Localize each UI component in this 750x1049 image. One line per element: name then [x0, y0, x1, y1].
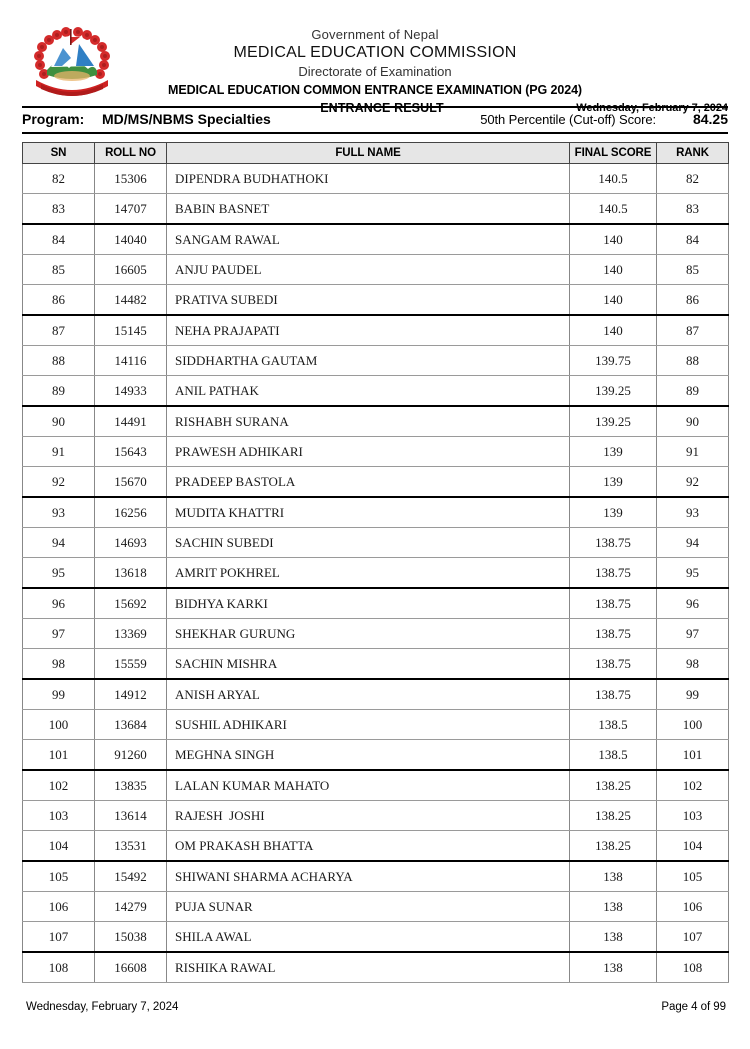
- col-header-roll-no: ROLL NO: [95, 143, 167, 164]
- cell-final-score: 138.5: [570, 740, 657, 771]
- cell-final-score: 139: [570, 467, 657, 498]
- cell-rank: 104: [657, 831, 729, 862]
- table-row: [23, 649, 729, 680]
- table-row: [23, 679, 729, 710]
- exam-line: MEDICAL EDUCATION COMMON ENTRANCE EXAMINATION (PG 2024): [168, 83, 582, 97]
- cell-sn: 90: [23, 406, 95, 437]
- table-row: [23, 467, 729, 498]
- cell-final-score: 138.5: [570, 710, 657, 740]
- cell-roll-no: 14693: [95, 528, 167, 558]
- table-header: [23, 143, 729, 164]
- cell-final-score: 138.75: [570, 619, 657, 649]
- cell-roll-no: 14482: [95, 285, 167, 316]
- cell-sn: 103: [23, 801, 95, 831]
- cell-final-score: 138: [570, 922, 657, 953]
- cell-sn: 105: [23, 861, 95, 892]
- cell-final-score: 140: [570, 255, 657, 285]
- cell-rank: 99: [657, 679, 729, 710]
- cell-final-score: 138.75: [570, 558, 657, 589]
- result-table: [22, 142, 729, 983]
- cell-final-score: 139.75: [570, 346, 657, 376]
- cell-final-score: 138: [570, 892, 657, 922]
- col-header-rank: RANK: [657, 143, 729, 164]
- cell-full-name: AMRIT POKHREL: [167, 558, 570, 589]
- table-row: [23, 710, 729, 740]
- page-footer: [22, 1001, 728, 1017]
- cell-roll-no: 15643: [95, 437, 167, 467]
- cell-roll-no: 16608: [95, 952, 167, 983]
- cell-rank: 107: [657, 922, 729, 953]
- table-row: [23, 224, 729, 255]
- cell-sn: 108: [23, 952, 95, 983]
- cell-roll-no: 13835: [95, 770, 167, 801]
- program-label: Program:: [22, 111, 85, 127]
- cell-sn: 89: [23, 376, 95, 407]
- cell-roll-no: 15559: [95, 649, 167, 680]
- cell-final-score: 138.25: [570, 801, 657, 831]
- cell-rank: 108: [657, 952, 729, 983]
- cell-rank: 105: [657, 861, 729, 892]
- table-row: [23, 770, 729, 801]
- cell-full-name: SACHIN SUBEDI: [167, 528, 570, 558]
- table-row: [23, 528, 729, 558]
- table-body: [23, 164, 729, 983]
- cell-final-score: 139.25: [570, 406, 657, 437]
- table-row: [23, 437, 729, 467]
- cell-full-name: NEHA PRAJAPATI: [167, 315, 570, 346]
- cell-roll-no: 13618: [95, 558, 167, 589]
- cell-rank: 92: [657, 467, 729, 498]
- cell-rank: 82: [657, 164, 729, 194]
- cell-sn: 82: [23, 164, 95, 194]
- col-header-sn: SN: [23, 143, 95, 164]
- cell-roll-no: 16256: [95, 497, 167, 528]
- cell-sn: 86: [23, 285, 95, 316]
- cell-full-name: BABIN BASNET: [167, 194, 570, 225]
- cell-sn: 107: [23, 922, 95, 953]
- cell-final-score: 138.75: [570, 588, 657, 619]
- cell-full-name: LALAN KUMAR MAHATO: [167, 770, 570, 801]
- cell-full-name: MEGHNA SINGH: [167, 740, 570, 771]
- cell-sn: 95: [23, 558, 95, 589]
- cell-rank: 86: [657, 285, 729, 316]
- nepal-emblem-icon: [24, 26, 120, 104]
- cell-full-name: SUSHIL ADHIKARI: [167, 710, 570, 740]
- table-row: [23, 952, 729, 983]
- cell-full-name: SACHIN MISHRA: [167, 649, 570, 680]
- cell-roll-no: 13531: [95, 831, 167, 862]
- cell-roll-no: 13684: [95, 710, 167, 740]
- table-row: [23, 831, 729, 862]
- cell-full-name: OM PRAKASH BHATTA: [167, 831, 570, 862]
- cell-rank: 95: [657, 558, 729, 589]
- gov-line: Government of Nepal: [311, 27, 439, 42]
- cell-sn: 87: [23, 315, 95, 346]
- cell-sn: 83: [23, 194, 95, 225]
- cell-rank: 87: [657, 315, 729, 346]
- cell-roll-no: 13614: [95, 801, 167, 831]
- cell-sn: 98: [23, 649, 95, 680]
- cell-final-score: 138.75: [570, 679, 657, 710]
- cell-roll-no: 91260: [95, 740, 167, 771]
- cell-final-score: 140: [570, 224, 657, 255]
- cell-full-name: RISHABH SURANA: [167, 406, 570, 437]
- cell-full-name: ANISH ARYAL: [167, 679, 570, 710]
- program-bar: [22, 106, 728, 134]
- cell-sn: 92: [23, 467, 95, 498]
- cell-full-name: ANIL PATHAK: [167, 376, 570, 407]
- table-row: [23, 315, 729, 346]
- cell-full-name: DIPENDRA BUDHATHOKI: [167, 164, 570, 194]
- cutoff-value: 84.25: [692, 111, 728, 127]
- cell-roll-no: 15038: [95, 922, 167, 953]
- cell-roll-no: 14933: [95, 376, 167, 407]
- entrance-result-title: ENTRANCE RESULT: [320, 101, 444, 115]
- table-row: [23, 861, 729, 892]
- document-header: [0, 0, 750, 115]
- cell-rank: 102: [657, 770, 729, 801]
- cell-full-name: SIDDHARTHA GAUTAM: [167, 346, 570, 376]
- cell-sn: 93: [23, 497, 95, 528]
- cell-full-name: SHEKHAR GURUNG: [167, 619, 570, 649]
- cell-roll-no: 14279: [95, 892, 167, 922]
- cell-rank: 90: [657, 406, 729, 437]
- cell-roll-no: 13369: [95, 619, 167, 649]
- cell-sn: 102: [23, 770, 95, 801]
- cell-full-name: PRADEEP BASTOLA: [167, 467, 570, 498]
- cutoff-label: 50th Percentile (Cut-off) Score:: [480, 112, 656, 127]
- table-row: [23, 740, 729, 771]
- cell-roll-no: 14491: [95, 406, 167, 437]
- cell-rank: 94: [657, 528, 729, 558]
- cell-sn: 88: [23, 346, 95, 376]
- table-row: [23, 376, 729, 407]
- cell-rank: 100: [657, 710, 729, 740]
- cell-full-name: MUDITA KHATTRI: [167, 497, 570, 528]
- footer-page-number: Page 4 of 99: [661, 1001, 726, 1013]
- cell-sn: 94: [23, 528, 95, 558]
- cell-rank: 101: [657, 740, 729, 771]
- cell-full-name: BIDHYA KARKI: [167, 588, 570, 619]
- table-row: [23, 558, 729, 589]
- cell-rank: 103: [657, 801, 729, 831]
- cell-final-score: 138.25: [570, 770, 657, 801]
- cell-final-score: 138: [570, 952, 657, 983]
- directorate-line: Directorate of Examination: [298, 64, 452, 79]
- cell-rank: 88: [657, 346, 729, 376]
- cell-roll-no: 15492: [95, 861, 167, 892]
- cell-final-score: 139.25: [570, 376, 657, 407]
- cell-rank: 89: [657, 376, 729, 407]
- cell-rank: 106: [657, 892, 729, 922]
- table-row: [23, 588, 729, 619]
- cell-final-score: 138.75: [570, 528, 657, 558]
- cell-rank: 93: [657, 497, 729, 528]
- cell-roll-no: 15670: [95, 467, 167, 498]
- col-header-full-name: FULL NAME: [167, 143, 570, 164]
- cell-sn: 85: [23, 255, 95, 285]
- result-table-wrapper: [22, 142, 728, 983]
- table-row: [23, 255, 729, 285]
- cell-sn: 100: [23, 710, 95, 740]
- cell-rank: 84: [657, 224, 729, 255]
- cell-final-score: 139: [570, 497, 657, 528]
- cell-full-name: RAJESH JOSHI: [167, 801, 570, 831]
- table-row: [23, 619, 729, 649]
- cell-rank: 85: [657, 255, 729, 285]
- cell-rank: 91: [657, 437, 729, 467]
- table-row: [23, 346, 729, 376]
- cell-full-name: SHILA AWAL: [167, 922, 570, 953]
- cell-sn: 106: [23, 892, 95, 922]
- table-row: [23, 801, 729, 831]
- table-row: [23, 194, 729, 225]
- cell-sn: 99: [23, 679, 95, 710]
- footer-date: Wednesday, February 7, 2024: [26, 1001, 179, 1013]
- cell-roll-no: 14707: [95, 194, 167, 225]
- cell-final-score: 138.25: [570, 831, 657, 862]
- cell-rank: 96: [657, 588, 729, 619]
- cell-rank: 97: [657, 619, 729, 649]
- table-row: [23, 922, 729, 953]
- cell-sn: 104: [23, 831, 95, 862]
- table-row: [23, 164, 729, 194]
- commission-line: MEDICAL EDUCATION COMMISSION: [233, 44, 517, 61]
- table-row: [23, 892, 729, 922]
- cell-roll-no: 16605: [95, 255, 167, 285]
- cell-full-name: ANJU PAUDEL: [167, 255, 570, 285]
- cell-final-score: 140.5: [570, 194, 657, 225]
- cell-full-name: RISHIKA RAWAL: [167, 952, 570, 983]
- cell-sn: 96: [23, 588, 95, 619]
- cell-rank: 98: [657, 649, 729, 680]
- cell-full-name: SHIWANI SHARMA ACHARYA: [167, 861, 570, 892]
- cell-sn: 97: [23, 619, 95, 649]
- cell-final-score: 138: [570, 861, 657, 892]
- program-value: MD/MS/NBMS Specialties: [102, 111, 271, 127]
- cell-sn: 84: [23, 224, 95, 255]
- cell-rank: 83: [657, 194, 729, 225]
- cell-roll-no: 14116: [95, 346, 167, 376]
- cell-roll-no: 14040: [95, 224, 167, 255]
- cell-full-name: PRAWESH ADHIKARI: [167, 437, 570, 467]
- cell-final-score: 139: [570, 437, 657, 467]
- table-header-row: [23, 143, 729, 164]
- cell-final-score: 140.5: [570, 164, 657, 194]
- cell-roll-no: 15145: [95, 315, 167, 346]
- header-date: Wednesday, February 7, 2024: [576, 102, 728, 114]
- cell-full-name: SANGAM RAWAL: [167, 224, 570, 255]
- cell-sn: 91: [23, 437, 95, 467]
- cell-roll-no: 15692: [95, 588, 167, 619]
- cell-full-name: PRATIVA SUBEDI: [167, 285, 570, 316]
- table-row: [23, 285, 729, 316]
- cell-sn: 101: [23, 740, 95, 771]
- cell-final-score: 140: [570, 285, 657, 316]
- table-row: [23, 497, 729, 528]
- cell-roll-no: 14912: [95, 679, 167, 710]
- cell-full-name: PUJA SUNAR: [167, 892, 570, 922]
- cell-final-score: 138.75: [570, 649, 657, 680]
- cell-final-score: 140: [570, 315, 657, 346]
- table-row: [23, 406, 729, 437]
- col-header-final-score: FINAL SCORE: [570, 143, 657, 164]
- cell-roll-no: 15306: [95, 164, 167, 194]
